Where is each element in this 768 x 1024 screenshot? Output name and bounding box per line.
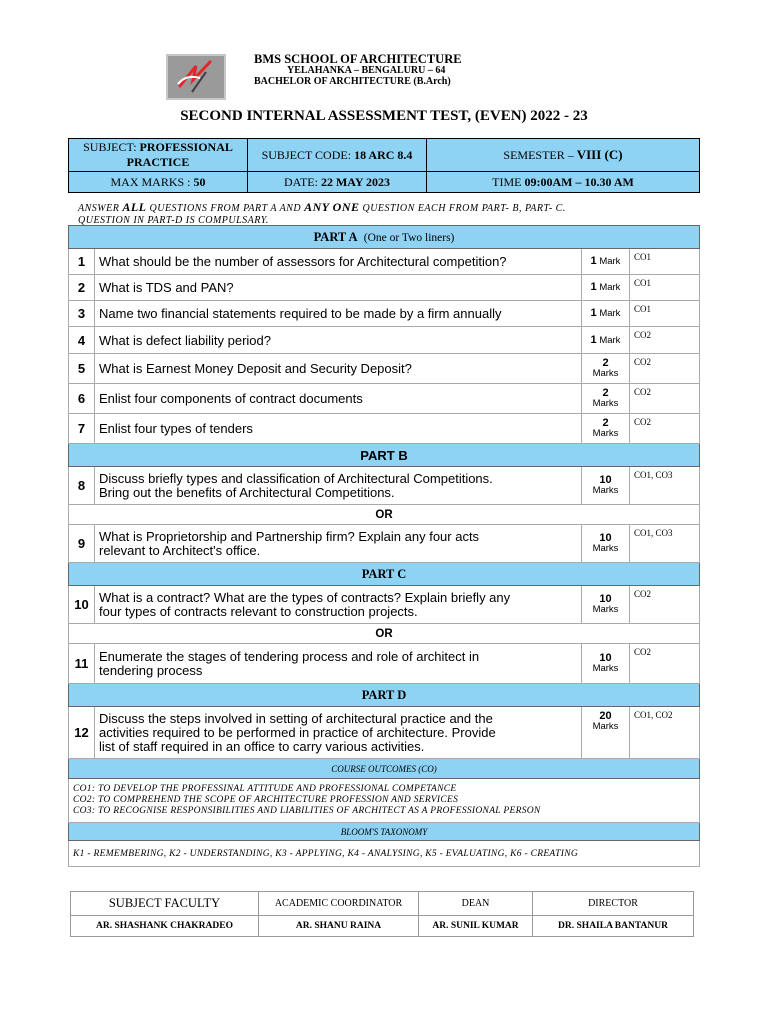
page-title: SECOND INTERNAL ASSESSMENT TEST, (EVEN) 2022 - 23 (180, 108, 588, 124)
question-row: 12 Discuss the steps involved in setting of architectural practice and the activities required to be performed in practice of architecture. Provide list of staff required in an office to carry various activities. 20 Marks CO1, CO2 (69, 707, 700, 759)
name-academic-coordinator: AR. SHANU RAINA (259, 916, 419, 937)
time-cell: TIME 09:00AM – 10.30 AM (427, 172, 700, 193)
course-outcomes-list: CO1: TO DEVELOP THE PROFESSINAL ATTITUDE AND PROFESSIONAL COMPETANCE CO2: TO COMPREHEND THE SCOPE OF ARCHITECTURE PROFESSION AND SERVICES CO3: TO RECOGNISE RESPONSIBILITIES AND LIABILITIES OF ARCHITECT AS A PROFESSIONAL PERSON (69, 779, 700, 823)
blooms-taxonomy-header: BLOOM'S TAXONOMY (69, 823, 700, 841)
subject-cell: SUBJECT: PROFESSIONAL PRACTICE (69, 139, 248, 172)
question-row: 2 What is TDS and PAN? 1 Mark CO1 (69, 275, 700, 301)
question-row: 9 What is Proprietorship and Partnership firm? Explain any four acts relevant to Architect's office. 10 Marks CO1, CO3 (69, 525, 700, 563)
question-row: 11 Enumerate the stages of tendering process and role of architect in tendering process 10 Marks CO2 (69, 644, 700, 684)
part-b-header: PART B (69, 444, 700, 467)
name-dean: AR. SUNIL KUMAR (419, 916, 533, 937)
question-row: 8 Discuss briefly types and classification of Architectural Competitions. Bring out the benefits of Architectural Competitions. 10 Marks CO1, CO3 (69, 467, 700, 505)
role-academic-coordinator: ACADEMIC COORDINATOR (259, 892, 419, 916)
question-row: 3 Name two financial statements required to be made by a firm annually 1 Mark CO1 (69, 301, 700, 327)
or-divider: OR (69, 624, 700, 644)
signatures-table (70, 891, 694, 937)
question-row: 5 What is Earnest Money Deposit and Security Deposit? 2 Marks CO2 (69, 354, 700, 384)
question-row: 6 Enlist four components of contract documents 2 Marks CO2 (69, 384, 700, 414)
max-marks-value: 50 (193, 174, 206, 189)
course-outcomes-header: COURSE OUTCOMES (CO) (69, 759, 700, 779)
exam-info-table (68, 138, 700, 193)
program-name: BACHELOR OF ARCHITECTURE (B.Arch) (254, 76, 451, 87)
semester-cell: SEMESTER – VIII (C) (427, 139, 700, 172)
subject-code-value: 18 ARC 8.4 (354, 147, 413, 162)
school-location: YELAHANKA – BENGALURU – 64 (287, 65, 446, 76)
question-row: 10 What is a contract? What are the types of contracts? Explain briefly any four types of contracts relevant to construction projects. 10 Marks CO2 (69, 586, 700, 624)
or-divider: OR (69, 505, 700, 525)
date-cell: DATE: 22 MAY 2023 (248, 172, 427, 193)
instructions: ANSWER ALL QUESTIONS FROM PART A AND ANY ONE QUESTION EACH FROM PART- B, PART- C. QUESTION IN PART-D IS COMPULSARY. (78, 200, 566, 226)
role-subject-faculty: SUBJECT FACULTY (71, 892, 259, 916)
subject-value: PROFESSIONAL PRACTICE (126, 140, 233, 169)
date-value: 22 MAY 2023 (320, 174, 391, 189)
blooms-taxonomy-levels: K1 - REMEMBERING, K2 - UNDERSTANDING, K3 - APPLYING, K4 - ANALYSING, K5 - EVALUATING, K6 - CREATING (69, 841, 700, 867)
question-row: 1 What should be the number of assessors for Architectural competition? 1 Mark CO1 (69, 249, 700, 275)
name-director: DR. SHAILA BANTANUR (533, 916, 694, 937)
questions-table (68, 225, 700, 867)
name-subject-faculty: AR. SHASHANK CHAKRADEO (71, 916, 259, 937)
max-marks-cell: MAX MARKS : 50 (69, 172, 248, 193)
role-director: DIRECTOR (533, 892, 694, 916)
question-row: 7 Enlist four types of tenders 2 Marks CO2 (69, 414, 700, 444)
school-name: BMS SCHOOL OF ARCHITECTURE (254, 52, 462, 66)
part-c-header: PART C (69, 563, 700, 586)
semester-value: VIII (C) (576, 147, 623, 162)
subject-code-cell: SUBJECT CODE: 18 ARC 8.4 (248, 139, 427, 172)
school-logo-icon (166, 54, 226, 100)
question-row: 4 What is defect liability period? 1 Mark CO2 (69, 327, 700, 354)
part-d-header: PART D (69, 684, 700, 707)
part-a-header: PART A (One or Two liners) (69, 226, 700, 249)
role-dean: DEAN (419, 892, 533, 916)
time-value: 09:00AM – 10.30 AM (524, 174, 634, 189)
